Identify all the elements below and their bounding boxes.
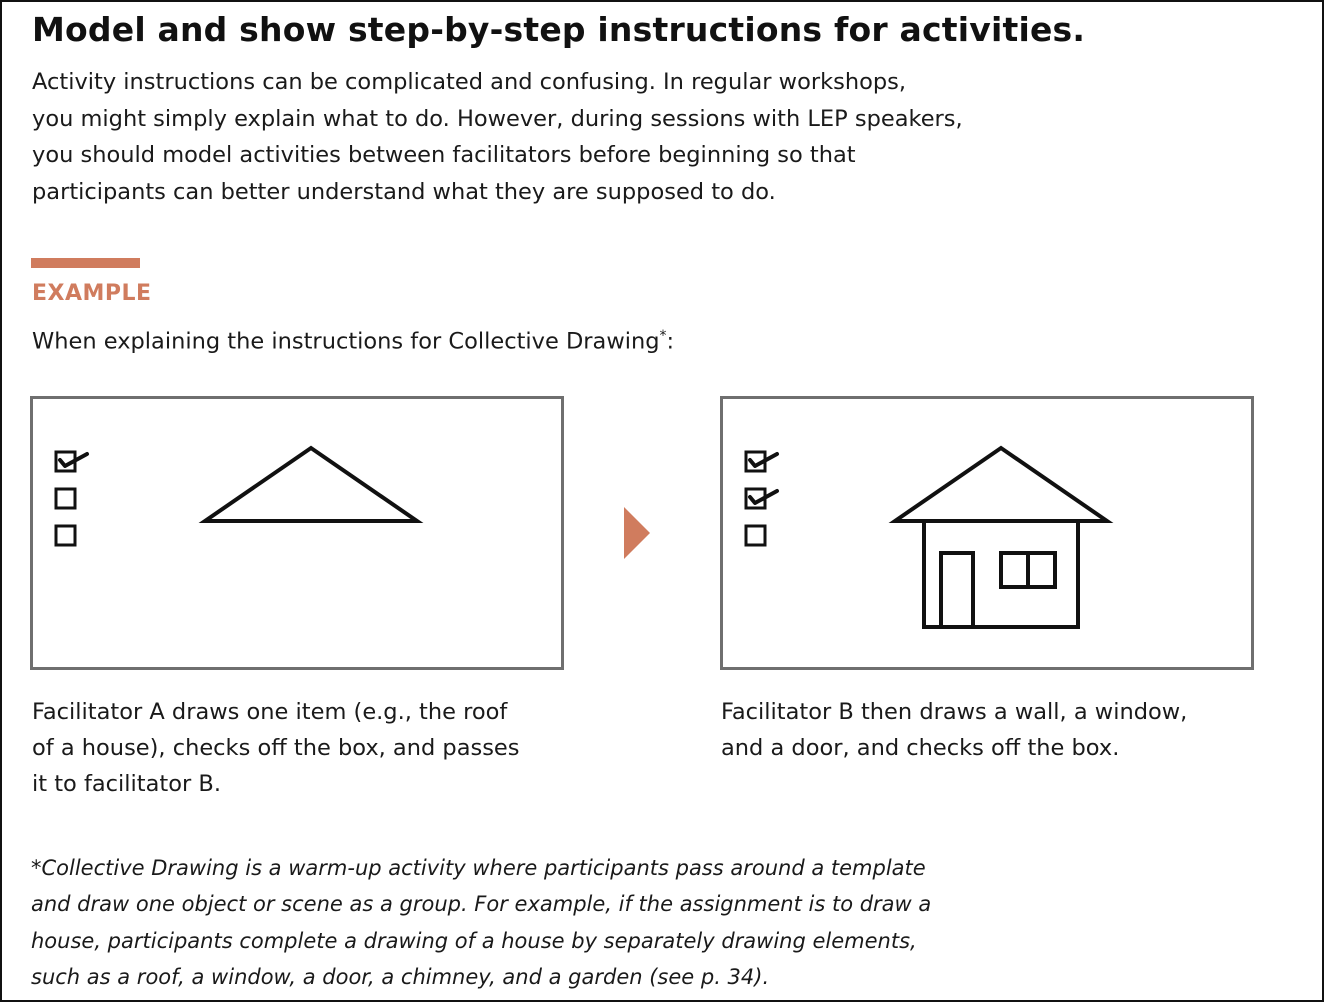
panel-a-illustration (33, 399, 561, 667)
caption-line: and a door, and checks off the box. (721, 735, 1120, 761)
footnote-line: *Collective Drawing is a warm-up activity where participants pass around a template (31, 856, 926, 880)
empty-box-icon (56, 489, 75, 508)
intro-line: Activity instructions can be complicated and confusing. In regular workshops, (32, 69, 907, 95)
panel-a-caption (32, 694, 520, 802)
triangle-right-icon (622, 505, 652, 561)
example-lead-end: : (666, 328, 675, 355)
empty-box-icon (56, 526, 75, 545)
page-title: Model and show step-by-step instructions for activities. (32, 10, 1086, 49)
caption-line: Facilitator A draws one item (e.g., the roof (32, 699, 508, 725)
house-drawing (895, 448, 1107, 627)
panel-b-illustration (723, 399, 1251, 667)
house-door (941, 553, 973, 627)
roof-drawing (205, 448, 417, 521)
footnote-line: such as a roof, a window, a door, a chimney, and a garden (see p. 34). (31, 964, 770, 989)
example-panel-a (30, 396, 564, 670)
checklist (56, 452, 87, 545)
example-panel-b (720, 396, 1254, 670)
caption-line: Facilitator B then draws a wall, a window, (721, 699, 1188, 725)
empty-box-icon (746, 526, 765, 545)
footnote-line: and draw one object or scene as a group. For example, if the assignment is to draw a (31, 892, 932, 917)
example-lead-text: When explaining the instructions for Collective Drawing (32, 328, 660, 355)
footnote (31, 850, 931, 995)
house-roof (895, 448, 1107, 521)
example-label: EXAMPLE (32, 281, 152, 306)
caption-line: it to facilitator B. (32, 771, 221, 797)
example-lead (32, 328, 674, 355)
intro-line: participants can better understand what they are supposed to do. (32, 178, 776, 205)
accent-bar (31, 258, 140, 268)
intro-line: you should model activities between facilitators before beginning so that (32, 142, 856, 168)
footnote-line: house, participants complete a drawing of a house by separately drawing elements, (31, 928, 917, 953)
checklist (746, 452, 777, 545)
panel-b-caption (721, 694, 1187, 766)
intro-paragraph (32, 64, 1072, 210)
caption-line: of a house), checks off the box, and passes (32, 735, 520, 761)
footnote-mark: * (659, 328, 667, 344)
intro-line: you might simply explain what to do. However, during sessions with LEP speakers, (32, 105, 963, 132)
